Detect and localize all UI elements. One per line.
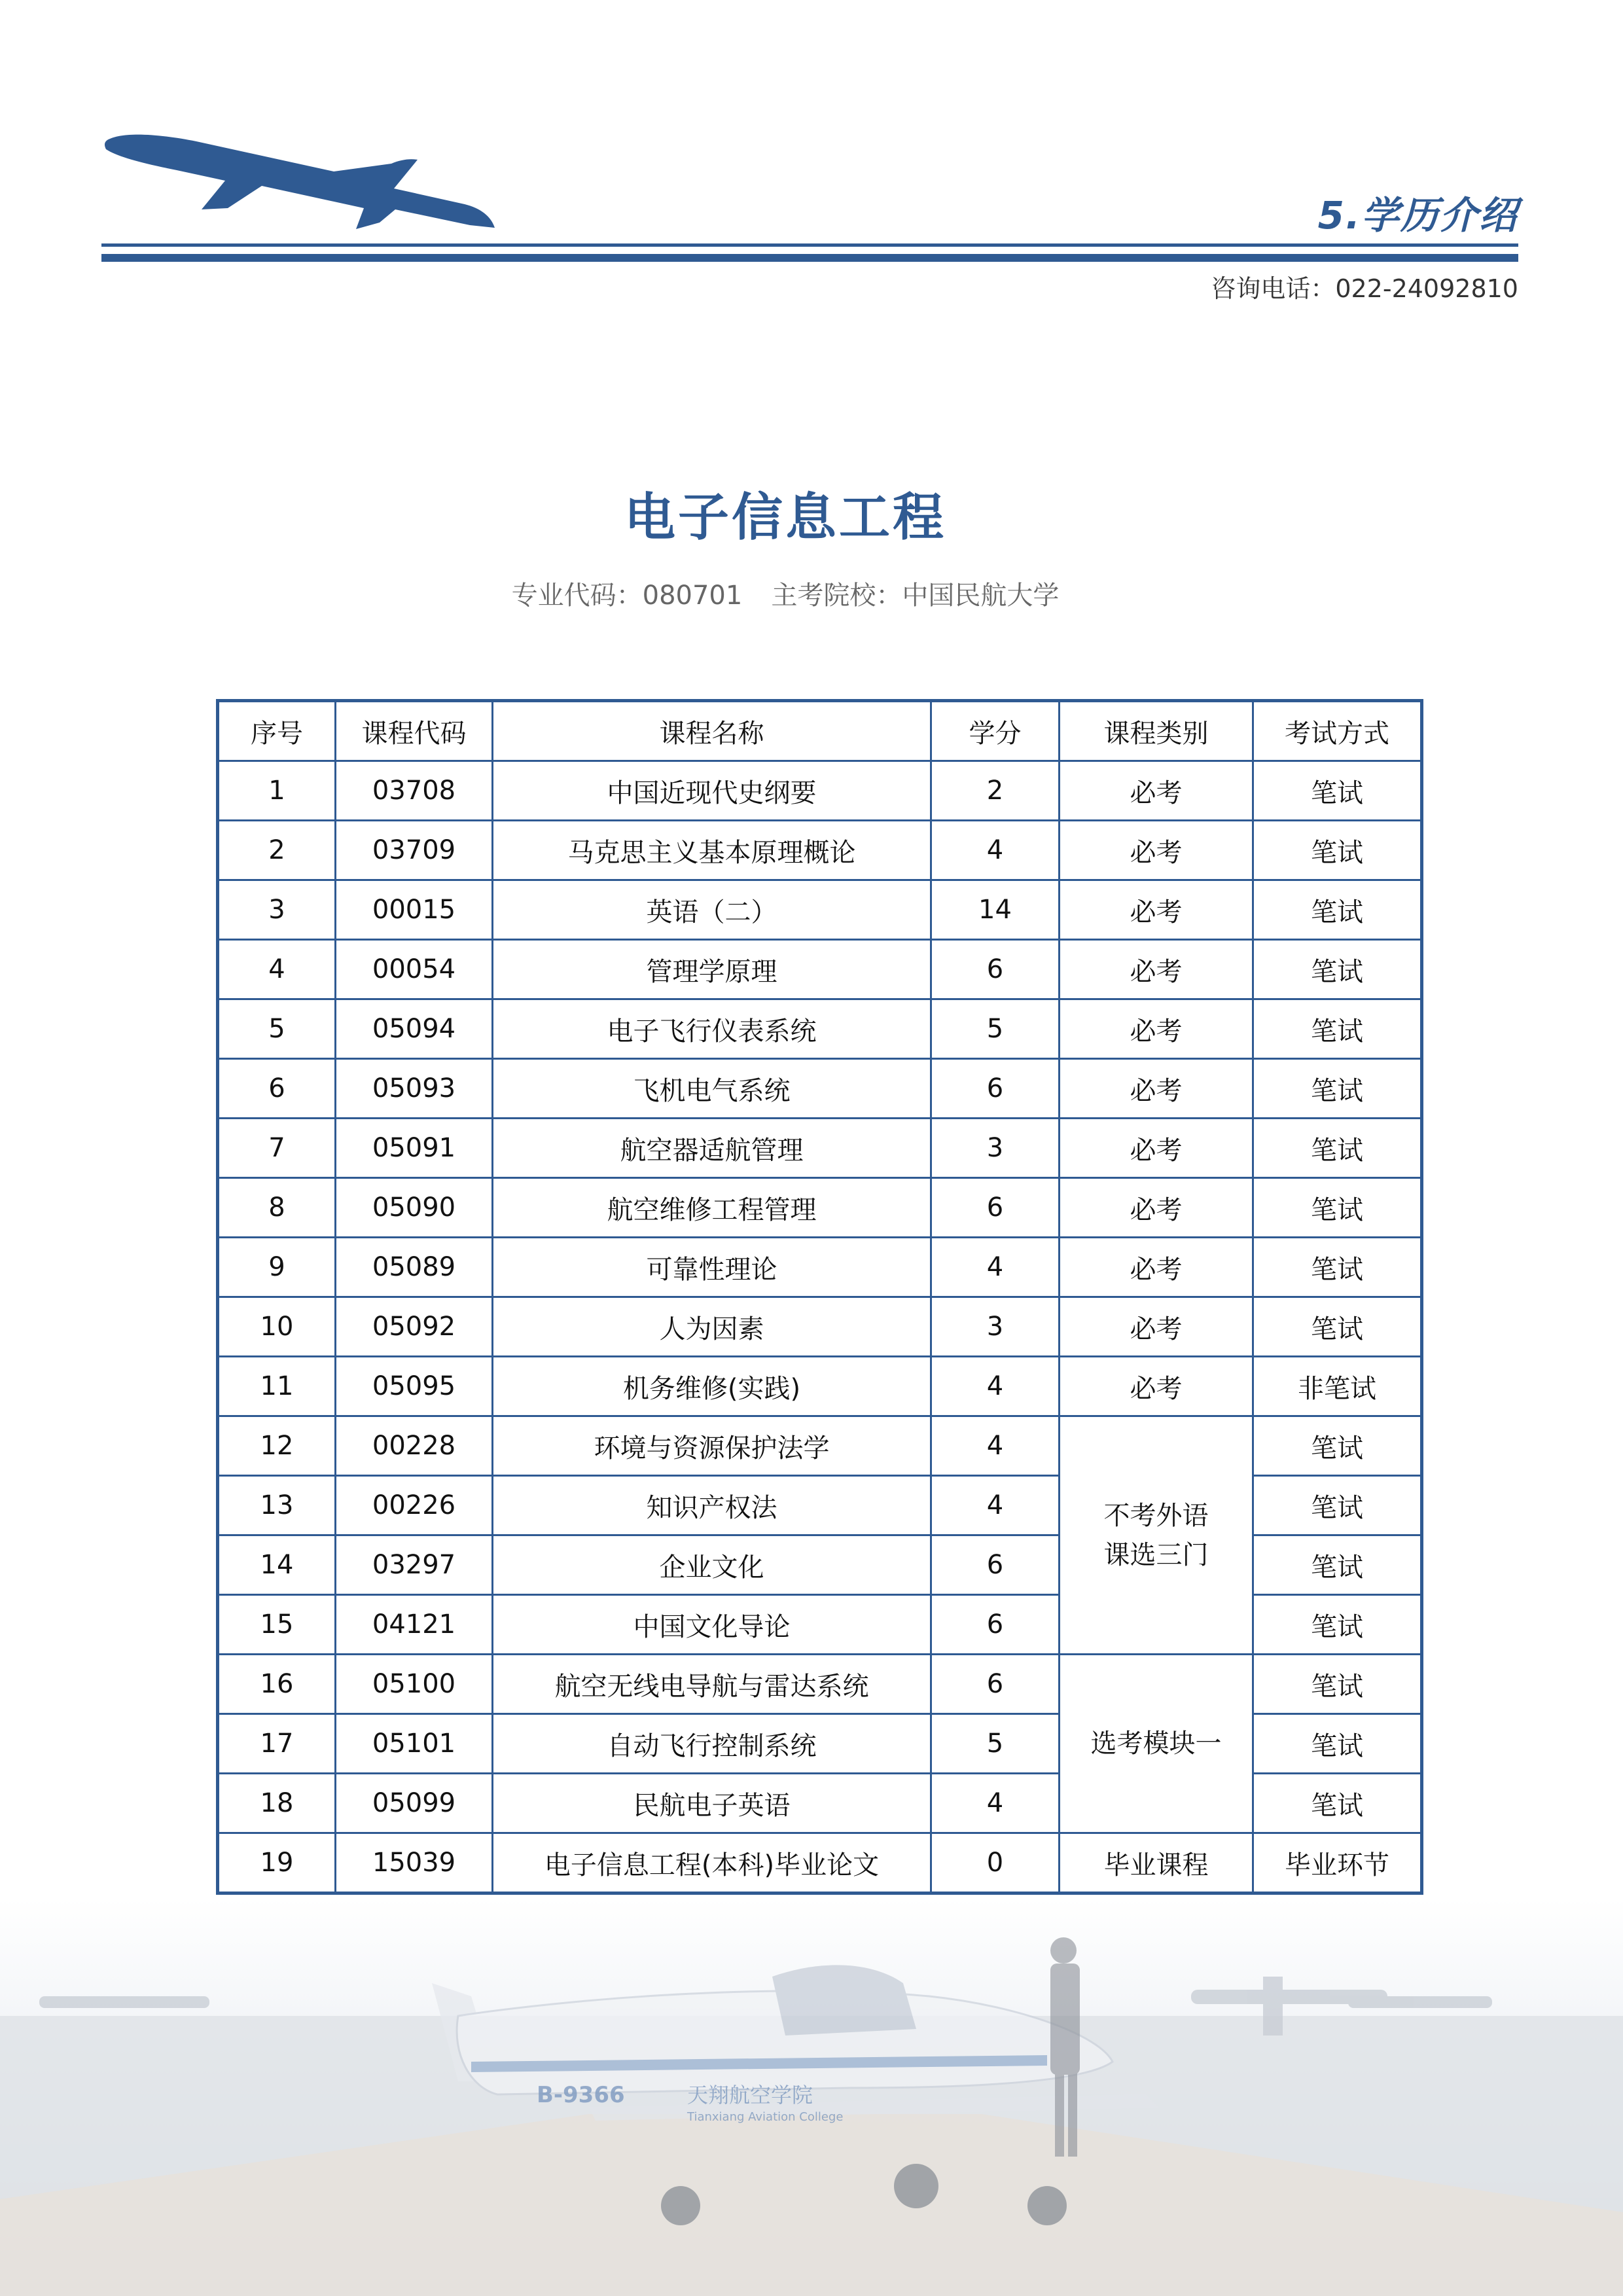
cell-no: 4 bbox=[218, 940, 336, 999]
cell-exam: 笔试 bbox=[1253, 1238, 1422, 1297]
cell-exam: 笔试 bbox=[1253, 1714, 1422, 1774]
cell-no: 1 bbox=[218, 761, 336, 821]
cell-name: 电子信息工程(本科)毕业论文 bbox=[493, 1833, 931, 1893]
table-row bbox=[218, 1416, 1422, 1476]
cell-code: 00228 bbox=[336, 1416, 493, 1476]
group-elective-line2: 课选三门 bbox=[1103, 1539, 1209, 1570]
cell-exam: 非笔试 bbox=[1253, 1357, 1422, 1416]
cell-name: 环境与资源保护法学 bbox=[493, 1416, 931, 1476]
table-header-row bbox=[218, 701, 1422, 761]
cell-credit: 5 bbox=[931, 1714, 1060, 1774]
cell-name: 航空无线电导航与雷达系统 bbox=[493, 1655, 931, 1714]
cell-code: 00015 bbox=[336, 880, 493, 940]
cell-name: 航空器适航管理 bbox=[493, 1119, 931, 1178]
cell-code: 05093 bbox=[336, 1059, 493, 1119]
cell-credit: 4 bbox=[931, 821, 1060, 880]
header-rule-thin bbox=[101, 243, 1518, 247]
cell-name: 民航电子英语 bbox=[493, 1774, 931, 1833]
cell-no: 16 bbox=[218, 1655, 336, 1714]
cell-credit: 6 bbox=[931, 1059, 1060, 1119]
cell-category: 必考 bbox=[1060, 1119, 1253, 1178]
cell-category: 必考 bbox=[1060, 1297, 1253, 1357]
table-row bbox=[218, 880, 1422, 940]
cell-name: 中国文化导论 bbox=[493, 1595, 931, 1655]
cell-no: 2 bbox=[218, 821, 336, 880]
cell-exam: 笔试 bbox=[1253, 940, 1422, 999]
cell-credit: 3 bbox=[931, 1297, 1060, 1357]
cell-code: 05092 bbox=[336, 1297, 493, 1357]
major-meta bbox=[0, 575, 1571, 612]
cell-credit: 0 bbox=[931, 1833, 1060, 1893]
cell-no: 8 bbox=[218, 1178, 336, 1238]
cell-category: 必考 bbox=[1060, 1178, 1253, 1238]
cell-exam: 毕业环节 bbox=[1253, 1833, 1422, 1893]
cell-no: 12 bbox=[218, 1416, 336, 1476]
header-rule-thick bbox=[101, 254, 1518, 262]
cell-credit: 6 bbox=[931, 1178, 1060, 1238]
cell-name: 机务维修(实践) bbox=[493, 1357, 931, 1416]
cell-exam: 笔试 bbox=[1253, 1535, 1422, 1595]
cell-category: 必考 bbox=[1060, 821, 1253, 880]
cell-category: 必考 bbox=[1060, 880, 1253, 940]
cell-code: 03297 bbox=[336, 1535, 493, 1595]
plane-livery: 天翔航空学院 bbox=[687, 2083, 813, 2108]
cell-code: 04121 bbox=[336, 1595, 493, 1655]
cell-no: 5 bbox=[218, 999, 336, 1059]
cell-credit: 6 bbox=[931, 940, 1060, 999]
cell-category: 必考 bbox=[1060, 1059, 1253, 1119]
cell-name: 英语（二） bbox=[493, 880, 931, 940]
cell-code: 00054 bbox=[336, 940, 493, 999]
cell-code: 00226 bbox=[336, 1476, 493, 1535]
cell-exam: 笔试 bbox=[1253, 1655, 1422, 1714]
cell-exam: 笔试 bbox=[1253, 1476, 1422, 1535]
cell-credit: 14 bbox=[931, 880, 1060, 940]
cell-name: 航空维修工程管理 bbox=[493, 1178, 931, 1238]
cell-no: 17 bbox=[218, 1714, 336, 1774]
table-row bbox=[218, 821, 1422, 880]
cell-name: 管理学原理 bbox=[493, 940, 931, 999]
cell-no: 18 bbox=[218, 1774, 336, 1833]
cell-exam: 笔试 bbox=[1253, 821, 1422, 880]
airplane-icon bbox=[98, 131, 497, 255]
cell-no: 9 bbox=[218, 1238, 336, 1297]
cell-no: 19 bbox=[218, 1833, 336, 1893]
cell-exam: 笔试 bbox=[1253, 1774, 1422, 1833]
cell-name: 可靠性理论 bbox=[493, 1238, 931, 1297]
cell-code: 05101 bbox=[336, 1714, 493, 1774]
cell-exam: 笔试 bbox=[1253, 1297, 1422, 1357]
cell-credit: 4 bbox=[931, 1476, 1060, 1535]
table-row bbox=[218, 1178, 1422, 1238]
cell-exam: 笔试 bbox=[1253, 999, 1422, 1059]
cell-category: 毕业课程 bbox=[1060, 1833, 1253, 1893]
table-row bbox=[218, 1297, 1422, 1357]
cell-exam: 笔试 bbox=[1253, 1119, 1422, 1178]
cell-code: 03709 bbox=[336, 821, 493, 880]
cell-name: 知识产权法 bbox=[493, 1476, 931, 1535]
plane-livery-en: Tianxiang Aviation College bbox=[687, 2110, 844, 2124]
cell-name: 自动飞行控制系统 bbox=[493, 1714, 931, 1774]
cell-code: 05089 bbox=[336, 1238, 493, 1297]
cell-name: 企业文化 bbox=[493, 1535, 931, 1595]
cell-exam: 笔试 bbox=[1253, 1059, 1422, 1119]
page-title: 电子信息工程 bbox=[624, 488, 946, 547]
header-credit: 学分 bbox=[931, 701, 1060, 761]
cell-name: 马克思主义基本原理概论 bbox=[493, 821, 931, 880]
cell-code: 03708 bbox=[336, 761, 493, 821]
cell-credit: 4 bbox=[931, 1416, 1060, 1476]
header-exam: 考试方式 bbox=[1253, 701, 1422, 761]
table-row bbox=[218, 1833, 1422, 1893]
major-code: 专业代码：080701 bbox=[511, 581, 743, 611]
cell-no: 11 bbox=[218, 1357, 336, 1416]
table-row bbox=[218, 1357, 1422, 1416]
table-row bbox=[218, 1119, 1422, 1178]
cell-code: 05090 bbox=[336, 1178, 493, 1238]
cell-code: 05100 bbox=[336, 1655, 493, 1714]
consult-phone: 咨询电话：022-24092810 bbox=[1211, 274, 1518, 303]
cell-code: 05099 bbox=[336, 1774, 493, 1833]
cell-name: 人为因素 bbox=[493, 1297, 931, 1357]
exam-school: 主考院校：中国民航大学 bbox=[771, 581, 1060, 611]
cell-name: 飞机电气系统 bbox=[493, 1059, 931, 1119]
cell-category-group-module: 选考模块一 bbox=[1060, 1655, 1253, 1833]
cell-category-group-elective bbox=[1060, 1416, 1253, 1655]
cell-category: 必考 bbox=[1060, 1238, 1253, 1297]
cell-credit: 6 bbox=[931, 1535, 1060, 1595]
cell-credit: 5 bbox=[931, 999, 1060, 1059]
cell-code: 05095 bbox=[336, 1357, 493, 1416]
airfield-background-photo bbox=[0, 1898, 1623, 2296]
cell-no: 7 bbox=[218, 1119, 336, 1178]
table-row bbox=[218, 999, 1422, 1059]
cell-code: 05094 bbox=[336, 999, 493, 1059]
cell-no: 3 bbox=[218, 880, 336, 940]
cell-exam: 笔试 bbox=[1253, 1416, 1422, 1476]
course-table bbox=[216, 699, 1423, 1895]
header-category: 课程类别 bbox=[1060, 701, 1253, 761]
cell-code: 15039 bbox=[336, 1833, 493, 1893]
cell-category: 必考 bbox=[1060, 761, 1253, 821]
table-row bbox=[218, 1059, 1422, 1119]
cell-no: 10 bbox=[218, 1297, 336, 1357]
table-row bbox=[218, 761, 1422, 821]
cell-no: 6 bbox=[218, 1059, 336, 1119]
cell-credit: 6 bbox=[931, 1655, 1060, 1714]
cell-credit: 4 bbox=[931, 1357, 1060, 1416]
table-row bbox=[218, 1238, 1422, 1297]
table-row bbox=[218, 940, 1422, 999]
group-elective-line1: 不考外语 bbox=[1103, 1500, 1209, 1531]
cell-exam: 笔试 bbox=[1253, 1595, 1422, 1655]
cell-credit: 2 bbox=[931, 761, 1060, 821]
section-label: 5.学历介绍 bbox=[1317, 193, 1518, 238]
header-no: 序号 bbox=[218, 701, 336, 761]
cell-exam: 笔试 bbox=[1253, 880, 1422, 940]
header-name: 课程名称 bbox=[493, 701, 931, 761]
table-row bbox=[218, 1655, 1422, 1714]
cell-credit: 3 bbox=[931, 1119, 1060, 1178]
cell-code: 05091 bbox=[336, 1119, 493, 1178]
cell-no: 14 bbox=[218, 1535, 336, 1595]
cell-category: 必考 bbox=[1060, 999, 1253, 1059]
cell-no: 13 bbox=[218, 1476, 336, 1535]
cell-category: 必考 bbox=[1060, 940, 1253, 999]
cell-exam: 笔试 bbox=[1253, 1178, 1422, 1238]
cell-credit: 4 bbox=[931, 1774, 1060, 1833]
cell-exam: 笔试 bbox=[1253, 761, 1422, 821]
cell-credit: 6 bbox=[931, 1595, 1060, 1655]
cell-name: 中国近现代史纲要 bbox=[493, 761, 931, 821]
cell-category: 必考 bbox=[1060, 1357, 1253, 1416]
cell-credit: 4 bbox=[931, 1238, 1060, 1297]
header-code: 课程代码 bbox=[336, 701, 493, 761]
cell-name: 电子飞行仪表系统 bbox=[493, 999, 931, 1059]
plane-registration: B-9366 bbox=[537, 2082, 625, 2108]
cell-no: 15 bbox=[218, 1595, 336, 1655]
